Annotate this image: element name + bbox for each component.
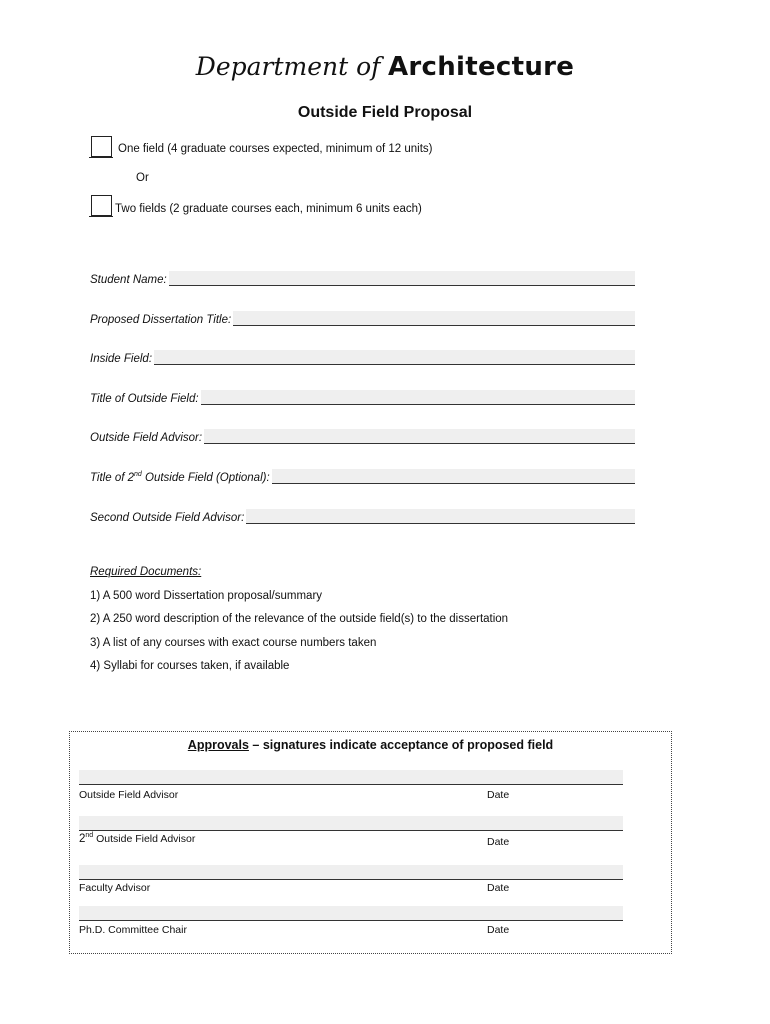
student-name-label: Student Name:	[90, 274, 167, 286]
second-outside-advisor-field[interactable]	[246, 509, 635, 524]
second-outside-advisor-label: Second Outside Field Advisor:	[90, 512, 245, 524]
student-name-field[interactable]	[169, 271, 635, 286]
two-fields-label: Two fields (2 graduate courses each, minimum 6 units each)	[115, 203, 422, 215]
approvals-heading: Approvals – signatures indicate acceptance of proposed field	[187, 738, 554, 752]
outside-field-title-field[interactable]	[201, 390, 635, 405]
required-item: 3) A list of any courses with exact course numbers taken	[90, 637, 377, 649]
student-name-row	[90, 270, 635, 286]
checkbox-underline	[89, 216, 113, 217]
second-outside-field-field[interactable]	[272, 469, 635, 484]
inside-field-row	[90, 349, 635, 365]
date-label: Date	[487, 924, 510, 936]
or-label: Or	[136, 172, 149, 184]
committee-chair-signature-line[interactable]	[79, 906, 623, 921]
two-fields-checkbox[interactable]	[91, 195, 112, 216]
outside-advisor-signature-label: Outside Field Advisor	[79, 789, 179, 801]
page-title	[0, 48, 770, 85]
date-label: Date	[487, 789, 510, 801]
second-outside-advisor-signature-line[interactable]	[79, 816, 623, 831]
inside-field-label: Inside Field:	[90, 353, 153, 365]
outside-field-advisor-field[interactable]	[204, 429, 635, 444]
dissertation-title-field[interactable]	[233, 311, 635, 326]
title-prefix: Department of	[195, 52, 381, 81]
dissertation-title-label: Proposed Dissertation Title:	[90, 314, 232, 326]
second-outside-advisor-signature-label: 2nd Outside Field Advisor	[79, 832, 196, 845]
date-label: Date	[487, 836, 510, 848]
required-documents-heading: Required Documents:	[90, 566, 202, 578]
one-field-label: One field (4 graduate courses expected, minimum of 12 units)	[118, 143, 433, 155]
outside-field-title-label: Title of Outside Field:	[90, 393, 199, 405]
second-outside-field-label: Title of 2nd Outside Field (Optional):	[90, 471, 270, 484]
one-field-checkbox[interactable]	[91, 136, 112, 157]
title-main: Architecture	[387, 52, 575, 82]
inside-field-field[interactable]	[154, 350, 635, 365]
form-subtitle: Outside Field Proposal	[297, 104, 473, 121]
required-item: 4) Syllabi for courses taken, if available	[90, 660, 290, 672]
outside-advisor-signature-line[interactable]	[79, 770, 623, 785]
second-outside-field-row	[90, 468, 635, 484]
outside-field-title-row	[90, 389, 635, 405]
required-item: 1) A 500 word Dissertation proposal/summary	[90, 590, 323, 602]
committee-chair-signature-label: Ph.D. Committee Chair	[79, 924, 187, 936]
outside-field-advisor-label: Outside Field Advisor:	[90, 432, 203, 444]
dissertation-title-row	[90, 310, 635, 326]
outside-field-advisor-row	[90, 428, 635, 444]
required-item: 2) A 250 word description of the relevance of the outside field(s) to the dissertation	[90, 613, 509, 625]
faculty-advisor-signature-line[interactable]	[79, 865, 623, 880]
date-label: Date	[487, 882, 510, 894]
faculty-advisor-signature-label: Faculty Advisor	[79, 882, 151, 894]
second-outside-advisor-row	[90, 508, 635, 524]
checkbox-underline	[89, 157, 113, 158]
